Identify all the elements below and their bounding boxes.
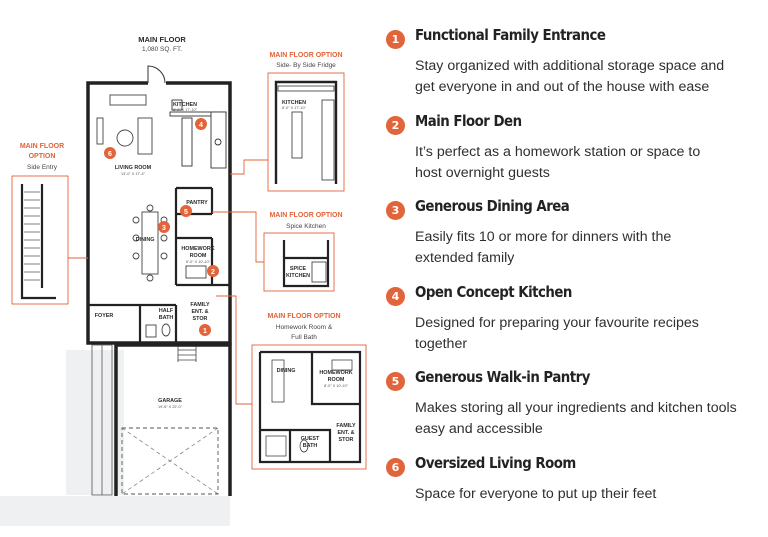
svg-text:5: 5 <box>184 209 188 216</box>
feature-line-2: extended family <box>415 250 514 266</box>
pantry-label: PANTRY <box>186 200 208 206</box>
option-side-entry-title-2: OPTION <box>29 153 56 160</box>
feature-description <box>415 56 755 98</box>
option-homework-title: MAIN FLOOR OPTION <box>267 313 340 320</box>
feature-line-1: It’s perfect as a homework station or space to <box>415 144 700 160</box>
feature-title: Oversized Living Room <box>415 454 576 472</box>
feature-title: Generous Walk-in Pantry <box>415 368 590 386</box>
floor-plan <box>0 0 380 526</box>
feature-line-1: Easily fits 10 or more for dinners with the <box>415 229 671 245</box>
marker-4 <box>195 118 207 130</box>
feature-title: Open Concept Kitchen <box>415 283 572 301</box>
svg-text:1: 1 <box>203 328 207 335</box>
homework-label-1: HOMEWORK <box>181 246 214 252</box>
feature-title: Functional Family Entrance <box>415 26 605 44</box>
family-label-3: STOR <box>193 316 208 322</box>
homework-desk <box>186 266 206 278</box>
main-floor-area: 1,080 SQ. FT. <box>142 46 182 53</box>
dining-label: DINING <box>136 237 155 243</box>
marker-1 <box>199 324 211 336</box>
option-fridge-dims: 8'-0" X 17'-10" <box>282 106 307 110</box>
feature-description <box>415 484 755 505</box>
feature-item <box>386 281 762 367</box>
feature-line-1: Makes storing all your ingredients and kitchen tools <box>415 400 737 416</box>
number-badge: 1 <box>386 30 405 49</box>
kitchen-label: KITCHEN <box>173 102 197 108</box>
option-fridge-kitchen: KITCHEN <box>282 100 306 106</box>
feature-item <box>386 452 762 537</box>
garage-label: GARAGE <box>158 398 182 404</box>
feature-title: Generous Dining Area <box>415 197 569 215</box>
option-guest-bath-1: GUEST <box>301 436 320 442</box>
homework-dims: 8'-0" X 10'-10" <box>186 260 211 264</box>
feature-description <box>415 398 755 440</box>
number-badge: 5 <box>386 372 405 391</box>
option-homework-dims: 8'-0" X 10'-10" <box>324 384 349 388</box>
option-side-entry-title-1: MAIN FLOOR <box>20 143 64 150</box>
feature-item <box>386 195 762 281</box>
living-dims: 13'-0" X 17'-4" <box>121 172 146 176</box>
homework-label-2: ROOM <box>190 253 207 259</box>
feature-list <box>386 24 762 537</box>
number-badge: 4 <box>386 287 405 306</box>
svg-text:2: 2 <box>211 269 215 276</box>
option-family-2: ENT. & <box>337 430 354 436</box>
option-spice-room-1: SPICE <box>290 266 307 272</box>
family-label-1: FAMILY <box>190 302 210 308</box>
option-guest-bath-2: BATH <box>303 443 318 449</box>
svg-text:4: 4 <box>199 122 203 129</box>
driveway-apron <box>0 496 230 526</box>
garage-dims: 19'-6" X 22'-0" <box>158 405 183 409</box>
option-spice-room-2: KITCHEN <box>286 273 310 279</box>
number-badge: 2 <box>386 116 405 135</box>
option-family-1: FAMILY <box>336 423 356 429</box>
feature-description <box>415 313 755 355</box>
option-spice-title: MAIN FLOOR OPTION <box>269 212 342 219</box>
feature-line-2: get everyone in and out of the house with ease <box>415 79 709 95</box>
option-homework-room-1: HOMEWORK <box>319 370 352 376</box>
family-label-2: ENT. & <box>191 309 208 315</box>
option-fridge-title: MAIN FLOOR OPTION <box>269 52 342 59</box>
half-bath-label-2: BATH <box>159 315 174 321</box>
option-spice-subtitle: Spice Kitchen <box>286 223 326 230</box>
living-room-label: LIVING ROOM <box>115 165 152 171</box>
option-family-3: STOR <box>339 437 354 443</box>
number-badge: 3 <box>386 201 405 220</box>
feature-line-2: host overnight guests <box>415 165 550 181</box>
feature-title: Main Floor Den <box>415 112 522 130</box>
feature-line-2: together <box>415 336 467 352</box>
svg-text:6: 6 <box>108 151 112 158</box>
foyer-label: FOYER <box>95 313 114 319</box>
option-homework-room-2: ROOM <box>328 377 345 383</box>
feature-item <box>386 24 762 110</box>
feature-line-1: Designed for preparing your favourite recipes <box>415 315 699 331</box>
svg-text:3: 3 <box>162 225 166 232</box>
marker-6 <box>104 147 116 159</box>
marker-3 <box>158 221 170 233</box>
option-homework-subtitle-1: Homework Room & <box>276 324 333 331</box>
feature-description <box>415 227 755 269</box>
kitchen-dims: 8'-0" X 17'-10" <box>173 108 198 112</box>
feature-description <box>415 142 755 184</box>
feature-line-1: Space for everyone to put up their feet <box>415 486 656 502</box>
main-floor-title: MAIN FLOOR <box>138 35 186 44</box>
feature-line-1: Stay organized with additional storage space and <box>415 58 724 74</box>
half-bath-label-1: HALF <box>159 308 174 314</box>
marker-5 <box>180 205 192 217</box>
option-homework-subtitle-2: Full Bath <box>291 334 317 341</box>
number-badge: 6 <box>386 458 405 477</box>
feature-item <box>386 110 762 196</box>
feature-item <box>386 366 762 452</box>
option-homework-dining: DINING <box>277 368 296 374</box>
option-fridge-subtitle: Side- By Side Fridge <box>276 62 336 69</box>
feature-line-2: easy and accessible <box>415 421 543 437</box>
option-side-entry-subtitle: Side Entry <box>27 164 58 171</box>
marker-2 <box>207 265 219 277</box>
